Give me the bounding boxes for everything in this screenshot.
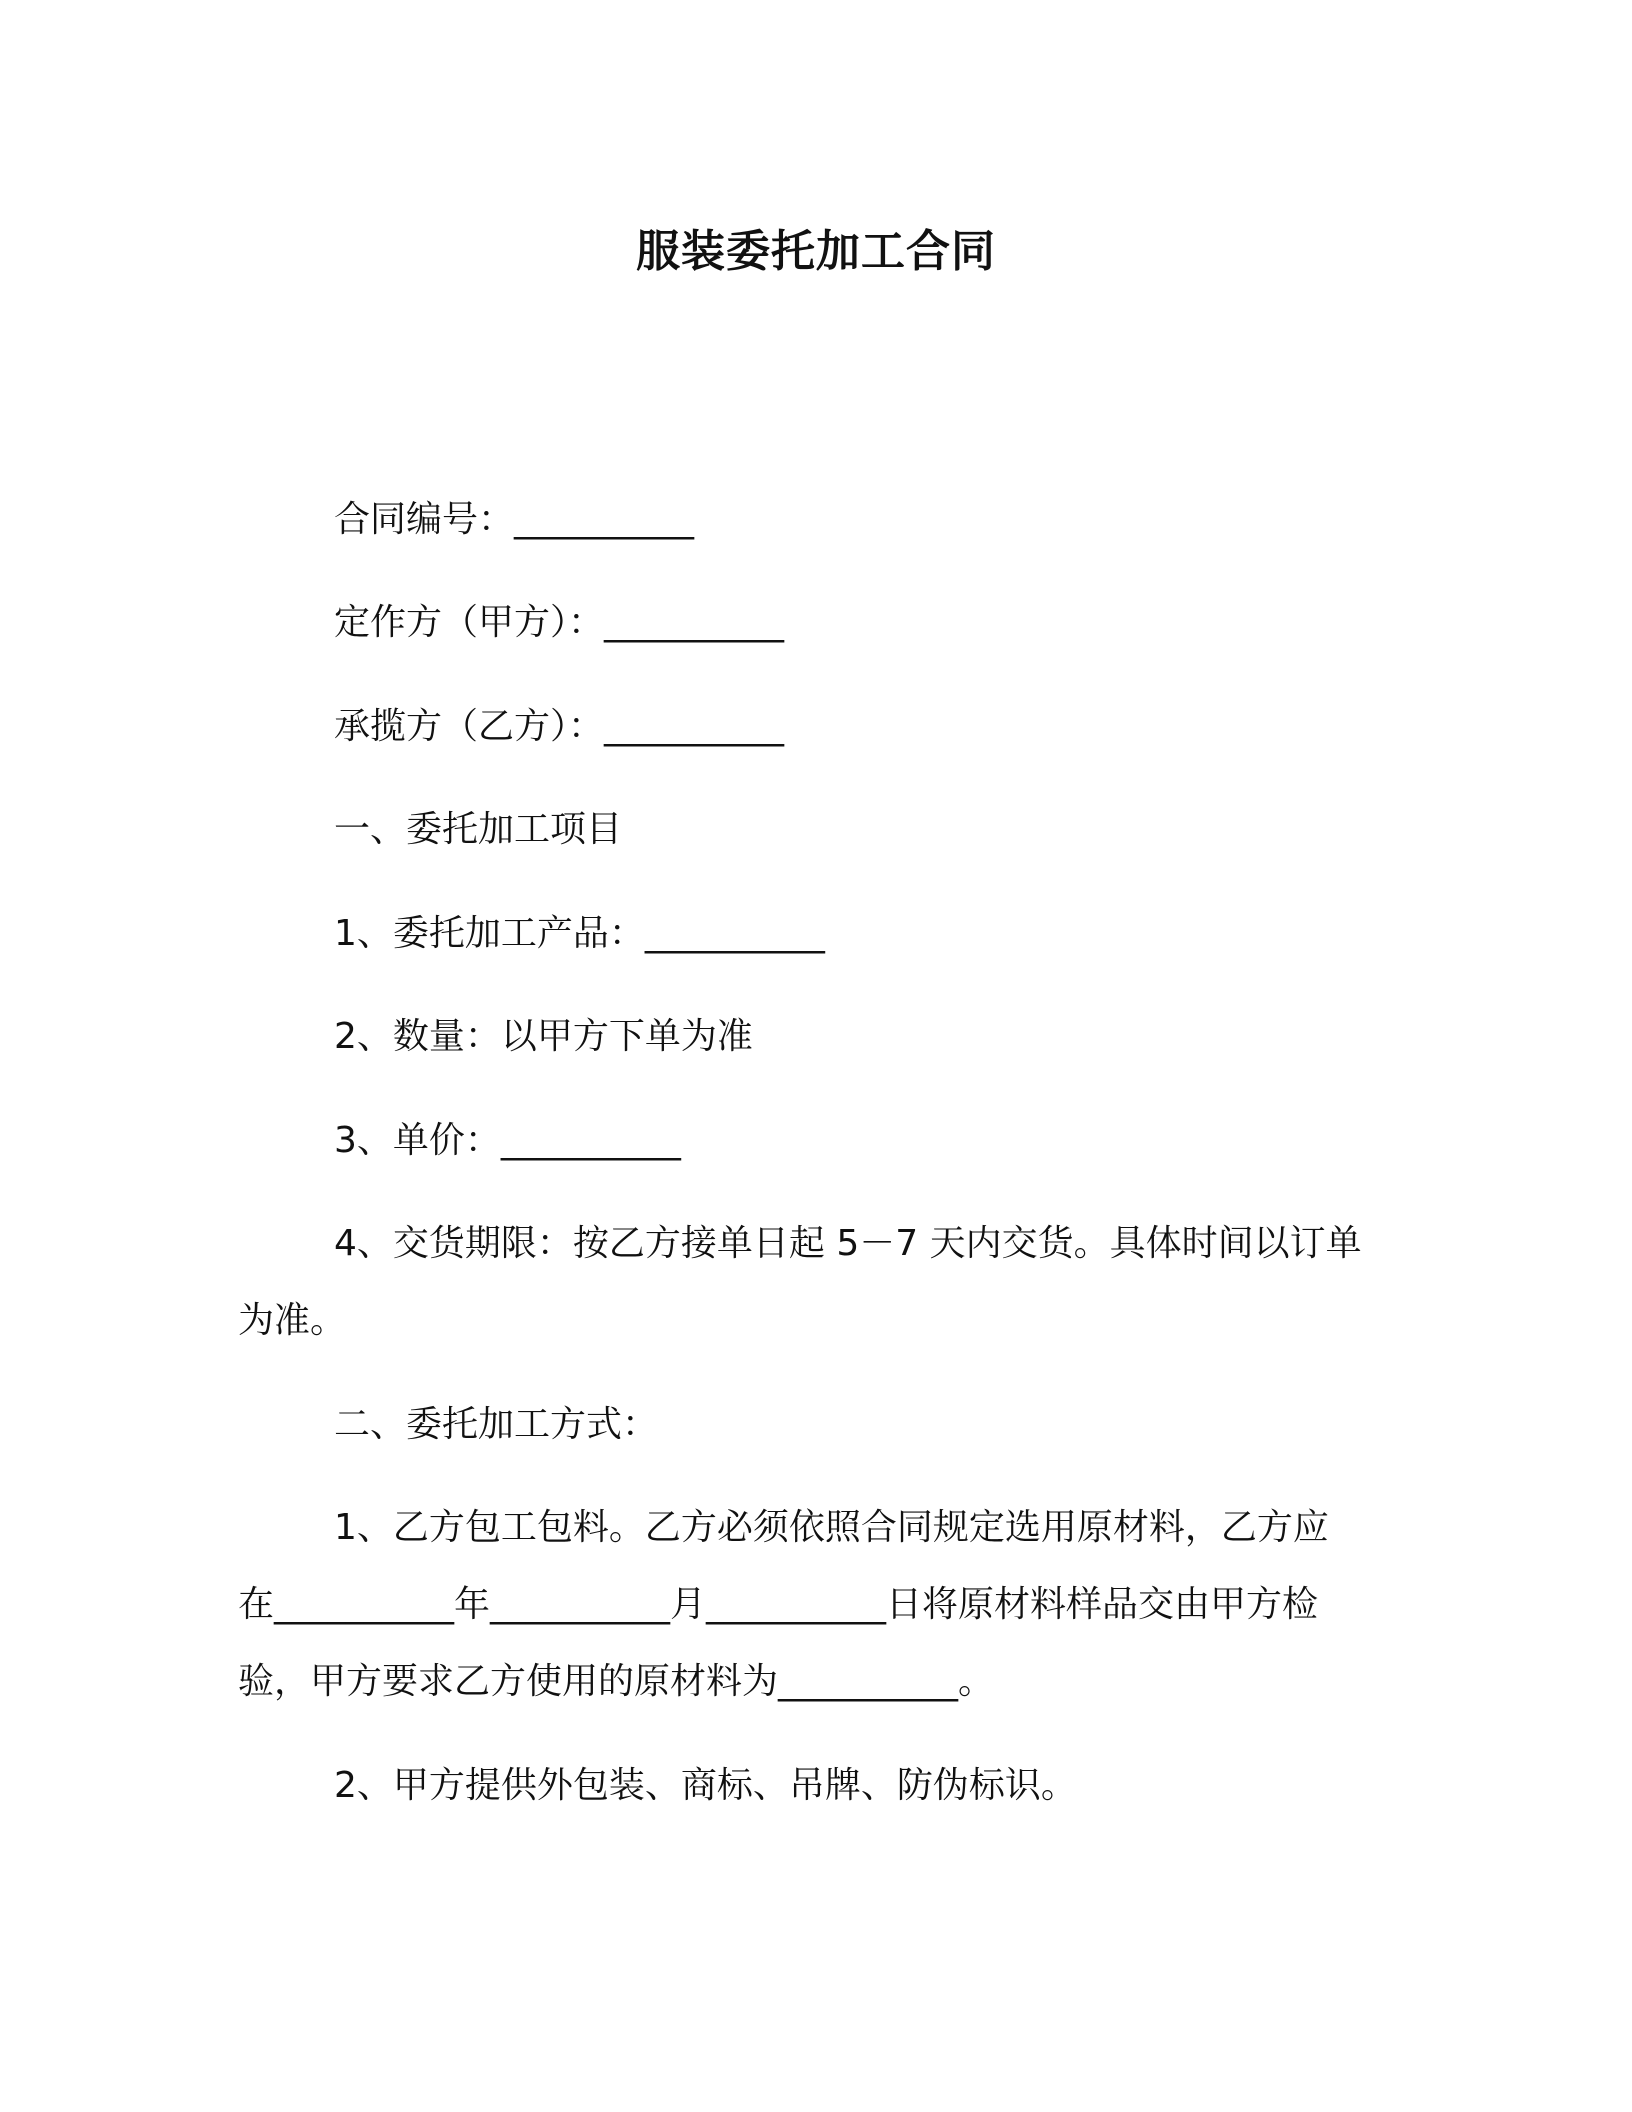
contract-number-line: 合同编号：__________ xyxy=(334,499,695,540)
packaging-line: 2、甲方提供外包装、商标、吊牌、防伪标识。 xyxy=(334,1765,1077,1806)
product-line: 1、委托加工产品：__________ xyxy=(334,913,825,954)
delivery-term-line: 4、交货期限：按乙方接单日起 5－7 天内交货。具体时间以订单 xyxy=(334,1223,1362,1264)
quantity-line: 2、数量：以甲方下单为准 xyxy=(334,1016,753,1057)
materials-line: 1、乙方包工包料。乙方必须依照合同规定选用原材料，乙方应 xyxy=(334,1507,1329,1548)
document-title: 服装委托加工合同 xyxy=(636,226,996,277)
delivery-term-continuation: 为准。 xyxy=(238,1300,347,1341)
section-one-heading: 一、委托加工项目 xyxy=(334,809,623,850)
section-two-heading: 二、委托加工方式： xyxy=(334,1404,659,1445)
materials-date-line: 在__________年__________月__________日将原材料样品交由甲方检 xyxy=(238,1584,1319,1625)
unit-price-line: 3、单价：__________ xyxy=(334,1120,681,1161)
party-b-line: 承揽方（乙方）：__________ xyxy=(334,706,785,747)
materials-requirement-line: 验，甲方要求乙方使用的原材料为__________。 xyxy=(238,1661,995,1702)
party-a-line: 定作方（甲方）：__________ xyxy=(334,602,785,643)
